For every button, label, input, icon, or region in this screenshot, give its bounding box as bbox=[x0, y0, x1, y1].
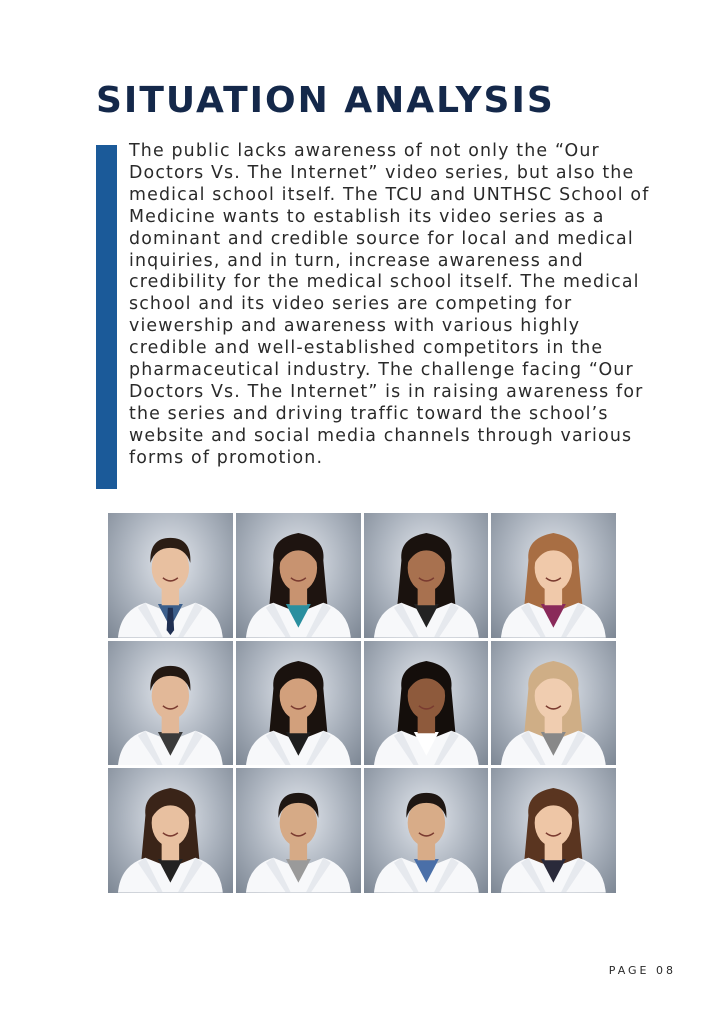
portrait-photo bbox=[491, 768, 616, 893]
portrait-photo bbox=[364, 768, 489, 893]
portrait-photo bbox=[236, 513, 361, 638]
portrait-photo bbox=[236, 768, 361, 893]
portrait-photo bbox=[364, 513, 489, 638]
page-title: SITUATION ANALYSIS bbox=[96, 80, 555, 121]
portrait-photo bbox=[236, 641, 361, 766]
portrait-photo bbox=[364, 641, 489, 766]
portrait-photo bbox=[491, 513, 616, 638]
portrait-grid bbox=[108, 513, 616, 893]
portrait-photo bbox=[491, 641, 616, 766]
page-number: PAGE 08 bbox=[608, 964, 676, 977]
portrait-photo bbox=[108, 513, 233, 638]
portrait-photo bbox=[108, 641, 233, 766]
situation-analysis-paragraph: The public lacks awareness of not only the “Our Doctors Vs. The Internet” video series, but also the medical school itself. The TCU and UNTHSC School of Medicine wants to establish its video series as a dominant and credible source for local and medical inquiries, and in turn, increase awareness and credibility for the medical school itself. The medical school and its video series are competing for viewership and awareness with various highly credible and well-established competitors in the pharmaceutical industry. The challenge facing “Our Doctors Vs. The Internet” is in raising awareness for the series and driving traffic toward the school’s website and social media channels through various forms of promotion. bbox=[129, 141, 650, 468]
portrait-photo bbox=[108, 768, 233, 893]
accent-bar bbox=[96, 145, 117, 489]
